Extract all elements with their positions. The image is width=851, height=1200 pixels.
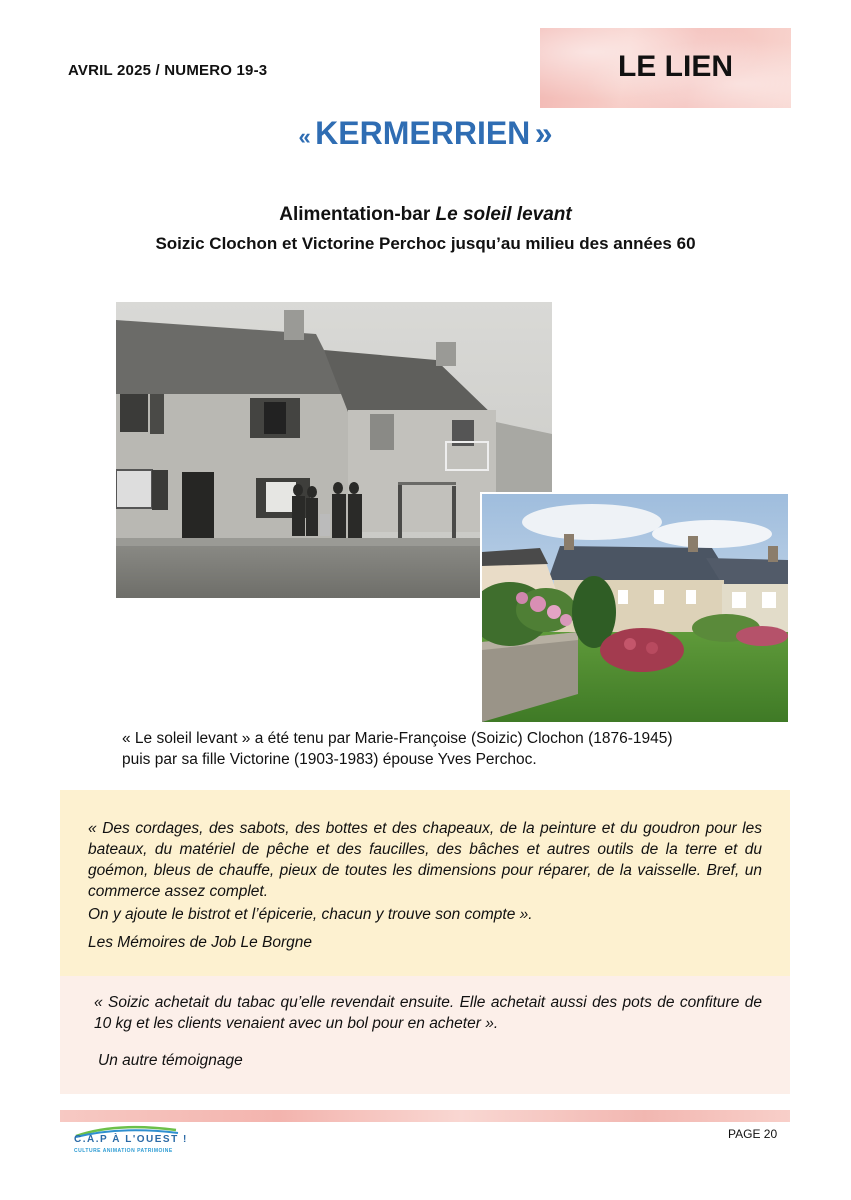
logo-main-text: C.A.P À L'OUEST ! [74,1134,188,1145]
footer-band [60,1110,790,1122]
caption-line2: puis par sa fille Victorine (1903-1983) épouse Yves Perchoc. [122,751,537,768]
title-open-quote: « [298,124,311,149]
brand-box [540,28,791,108]
brand-title: LE LIEN [617,50,733,83]
subtitle-line2: Soizic Clochon et Victorine Perchoc jusqu’au milieu des années 60 [155,234,696,253]
cap-logo [66,1124,186,1164]
quote1-text2: On y ajoute le bistrot et l’épicerie, chacun y trouve son compte ». [88,906,533,923]
new-photo [480,492,790,724]
subtitle-prefix: Alimentation-bar [279,204,436,225]
quote1-source: Les Mémoires de Job Le Borgne [88,934,313,951]
title-close-quote: » [534,115,553,151]
subtitle-line1 [0,204,851,226]
quote2-text: « Soizic achetait du tabac qu’elle revendait ensuite. Elle achetait aussi des pots de confiture de 10 kg et les clients venaient avec un bol pour en acheter ». [94,994,762,1032]
title-word: KERMERRIEN [315,115,531,151]
quote2-source: Un autre témoignage [98,1052,243,1069]
new-photo-image [482,494,788,722]
caption-line1: « Le soleil levant » a été tenu par Marie-Françoise (Soizic) Clochon (1876-1945) [122,730,673,747]
quote-box-1 [60,790,790,976]
quote1-text: « Des cordages, des sabots, des bottes et des chapeaux, de la peinture et du goudron pour les bateaux, du matériel de pêche et des faucilles, des bâches et autres outils de la terre et du goémon, bleus de chauffe, pieux de toutes les dimensions pour réparer, de la vaisselle. Bref, un commerce assez complet. [88,820,762,900]
photo-caption [122,728,782,770]
logo-sub-text: CULTURE ANIMATION PATRIMOINE [74,1148,173,1154]
quote-box-2 [60,976,790,1094]
page-title [0,115,851,152]
page-number: PAGE 20 [728,1127,778,1141]
subtitle-italic: Le soleil levant [435,204,572,225]
issue-date: AVRIL 2025 / NUMERO 19-3 [68,62,268,79]
